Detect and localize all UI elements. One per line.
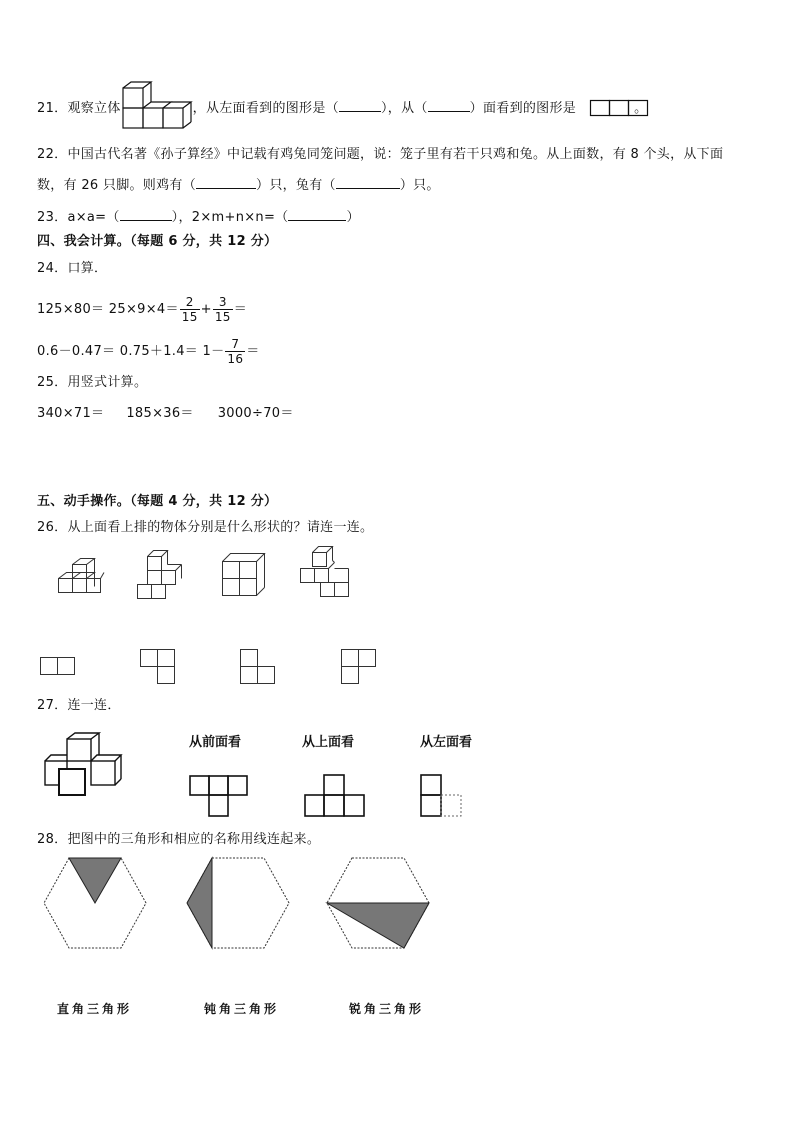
q22-text-b: ）只，兔有（	[256, 178, 336, 193]
q26-object-1	[58, 562, 104, 598]
q24-row2	[37, 337, 260, 366]
question-27-title: 27．连一连．	[37, 698, 121, 713]
q21-blank-1[interactable]	[339, 98, 381, 112]
q24-fraction-a: $\frac{2}{15}$	[181, 295, 198, 324]
q28-hexagon-1	[43, 857, 147, 949]
q23-blank-2[interactable]	[288, 207, 346, 221]
q25-expr-2: 185×36＝	[126, 406, 194, 421]
q22-blank-rabbits[interactable]	[336, 175, 400, 189]
q21-solid-figure	[122, 82, 192, 132]
q26-object-3	[222, 553, 266, 597]
question-22-line1: 22．中国古代名著《孙子算经》中记载有鸡兔同笼问题，说：笼子里有若干只鸡和兔。从上面数，有 8 个头，从下面	[37, 147, 724, 162]
q24-fraction-c: $\frac{7}{16}$	[227, 337, 244, 366]
q26-object-4	[300, 546, 352, 598]
q24-plus: +	[200, 302, 212, 317]
q21-prefix: 21．观察立体	[37, 101, 121, 116]
q26-topview-3	[240, 649, 276, 685]
q28-label-acute: 锐角三角形	[349, 1002, 425, 1016]
q22-text-a: 数，有 26 只脚。则鸡有（	[37, 178, 197, 193]
q24-eq-2: ＝	[246, 344, 260, 359]
q27-solid-figure	[45, 731, 125, 799]
q21-end: 。	[634, 101, 648, 116]
question-28-title: 28．把图中的三角形和相应的名称用线连起来。	[37, 832, 321, 847]
q23-blank-1[interactable]	[120, 207, 172, 221]
q24-row1	[37, 295, 248, 324]
question-25-title: 25．用竖式计算。	[37, 375, 148, 390]
q24-expr-4: 0.75＋1.4＝	[119, 344, 199, 359]
q24-eq-1: ＝	[233, 302, 248, 317]
q28-label-right: 直角三角形	[57, 1002, 133, 1016]
q26-topview-4	[341, 649, 377, 685]
q21-close2: ）面看到的图形是	[469, 101, 577, 116]
question-26-title: 26．从上面看上排的物体分别是什么形状的？请连一连。	[37, 520, 374, 535]
q27-shape-3	[420, 774, 464, 818]
q28-hexagon-3	[326, 857, 430, 949]
section-4-title: 四、我会计算。（每题 6 分，共 12 分）	[37, 234, 278, 249]
q27-shape-1	[189, 775, 249, 819]
question-23	[37, 207, 360, 228]
q26-object-2	[137, 550, 187, 600]
q24-expr-1: 125×80＝	[37, 302, 105, 317]
section-5-title: 五、动手操作。（每题 4 分，共 12 分）	[37, 494, 278, 509]
q26-topview-1	[40, 657, 76, 675]
q28-triangle-2	[187, 858, 212, 948]
q26-topview-2	[140, 649, 176, 685]
q27-shape-2	[304, 774, 366, 818]
q25-expr-3: 3000÷70＝	[217, 406, 294, 421]
q27-view-front: 从前面看	[189, 735, 242, 750]
question-24-title: 24．口算．	[37, 261, 108, 276]
q23-text-a: 23．a×a=（	[37, 210, 120, 225]
q21-view-figure	[590, 100, 648, 116]
q25-expr-1: 340×71＝	[37, 406, 105, 421]
q25-expressions	[37, 404, 294, 424]
question-22-line2	[37, 175, 440, 196]
q28-triangle-3	[327, 903, 429, 948]
q27-view-top: 从上面看	[302, 735, 355, 750]
q23-text-b: ），2×m+n×n=（	[171, 210, 289, 225]
q22-blank-chickens[interactable]	[196, 175, 256, 189]
q21-mid: ，从左面看到的图形是（	[192, 101, 339, 116]
q24-fraction-b: $\frac{3}{15}$	[214, 295, 231, 324]
q24-lead: 1－	[202, 344, 225, 359]
q22-text-c: ）只。	[399, 178, 440, 193]
q23-text-c: ）	[346, 210, 360, 225]
q21-close1: ），从（	[380, 101, 428, 116]
q24-expr-3: 0.6－0.47＝	[37, 344, 116, 359]
q21-blank-2[interactable]	[428, 98, 470, 112]
q28-triangle-1	[69, 858, 121, 903]
q28-label-obtuse: 钝角三角形	[204, 1002, 280, 1016]
q28-hexagon-2	[186, 857, 290, 949]
q27-view-left: 从左面看	[420, 735, 473, 750]
q24-expr-2: 25×9×4＝	[108, 302, 179, 317]
